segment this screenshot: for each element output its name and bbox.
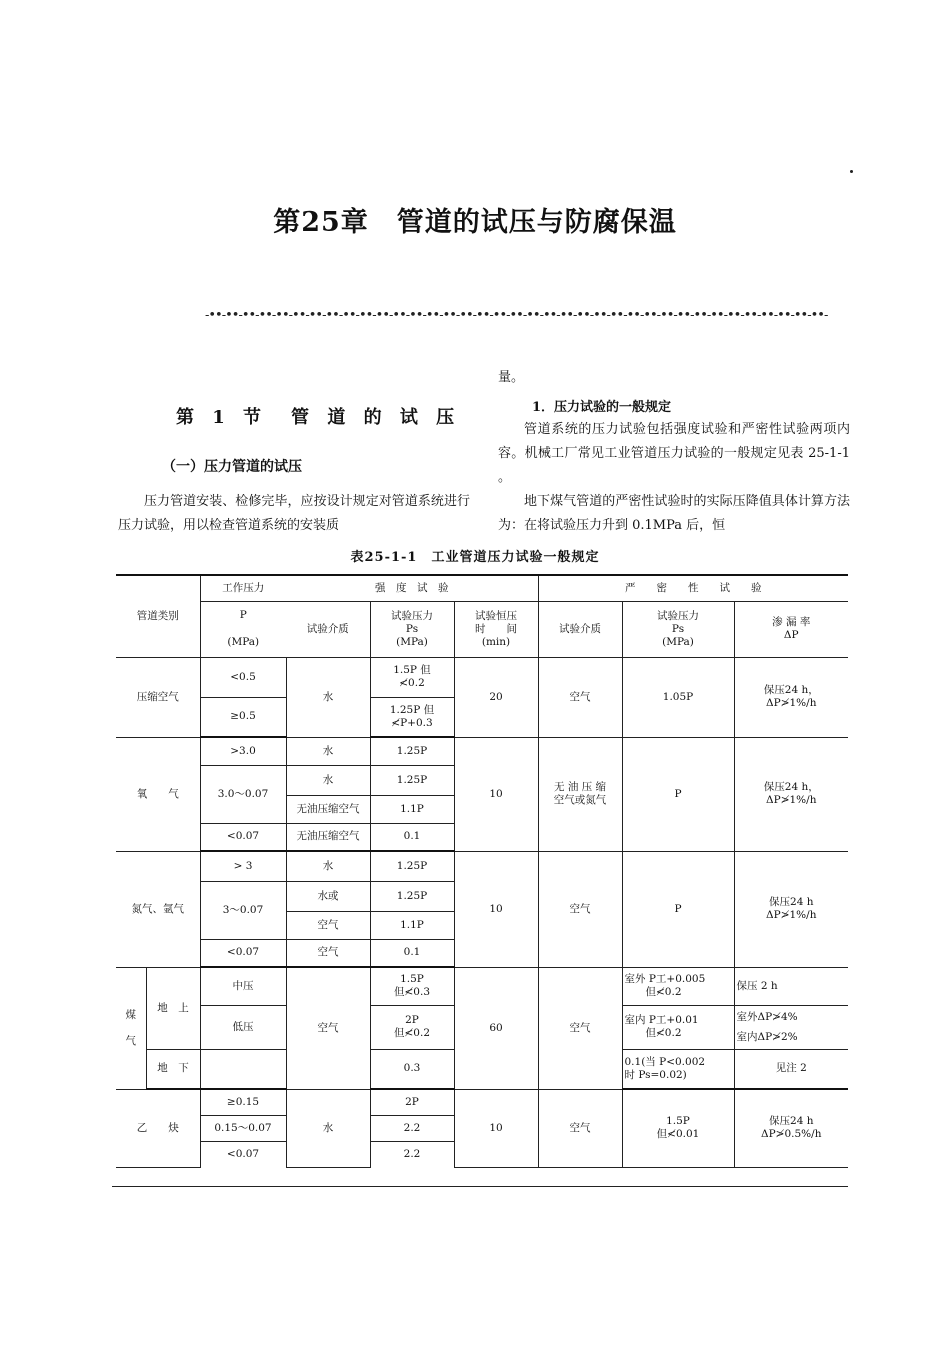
gas-mid-pressure: 中压: [200, 967, 286, 1005]
header-mpa: (MPa): [200, 629, 286, 657]
header-leak-rate: 渗 漏 率 ΔP: [734, 601, 848, 657]
leak-24h-3: 保压24 h ΔP≯1%/h: [734, 851, 848, 967]
cat-gas: 煤 气: [116, 967, 146, 1089]
ps-1-25p: 1.25P: [370, 765, 454, 795]
ornament-divider: -••-••-••-••-••-••-••-••-••-••-••-••-••-••-••-••-••-••-••-••-••-••-••-••-••-••-••-••-••-••-••-••-••-••-••-••-••-: [205, 308, 828, 323]
medium-water: 水: [286, 851, 370, 881]
header-strength-test: 强 度 试 验: [286, 575, 538, 601]
wp-gt3: > 3: [200, 851, 286, 881]
medium-water: 水: [286, 737, 370, 765]
header-category: 管道类别: [116, 575, 200, 657]
chapter-title: 第25章 管道的试压与防腐保温: [273, 207, 677, 238]
medium-water: 水: [286, 657, 370, 737]
cat-acetylene: 乙 炔: [116, 1089, 200, 1167]
gas-under-ground: 地 下: [146, 1049, 200, 1089]
leak-24h-2: 保压24 h， ΔP≯1%/h: [734, 737, 848, 851]
wp-lt007: <0.07: [200, 1141, 286, 1167]
right-column: [498, 418, 850, 538]
leak-note-2: 见注 2: [734, 1049, 848, 1089]
pt-indoor: 室内 P工+0.01 但≮0.2: [622, 1005, 734, 1049]
header-medium-2: 试验介质: [538, 601, 622, 657]
left-paragraph: 压力管道安装、检修完毕，应按设计规定对管道系统进行压力试验，用以检查管道系统的安装质: [118, 494, 470, 533]
medium-air: 空气: [286, 911, 370, 939]
leak-indoor: 室内ΔP≯2%: [736, 1031, 798, 1043]
medium-air: 空气: [538, 1089, 622, 1167]
header-work-pressure: 工作压力: [200, 575, 286, 601]
medium-air: 空气: [538, 851, 622, 967]
wp-lt007: <0.07: [200, 939, 286, 967]
wp-lt007: <0.07: [200, 823, 286, 851]
left-column: [118, 490, 470, 538]
ps-2p-02: 2P 但≮0.2: [370, 1005, 454, 1049]
leak-24h-4: 保压24 h ΔP≯0.5%/h: [734, 1089, 848, 1167]
right-paragraph-1: 管道系统的压力试验包括强度试验和严密性试验两项内容。机械工厂常见工业管道压力试验的一般规定见表 25-1-1 。: [498, 422, 850, 485]
header-tightness-test: 严 密 性 试 验: [538, 575, 848, 601]
leak-hold-2h: 保压 2 h: [734, 967, 848, 1005]
hold-time-10: 10: [454, 737, 538, 851]
bottom-rule: [112, 1186, 848, 1187]
wp-lt05: <0.5: [200, 657, 286, 697]
medium-air: 空气: [286, 967, 370, 1089]
ps-1-25p: 1.25P: [370, 881, 454, 911]
pt-underground: 0.1(当 P<0.002 时 Ps=0.02): [622, 1049, 734, 1089]
ps-1-5p: 1.5P 但 ≮0.2: [370, 657, 454, 697]
wp-015-007: 0.15～0.07: [200, 1115, 286, 1141]
pt-1-05p: 1.05P: [622, 657, 734, 737]
medium-air: 空气: [538, 657, 622, 737]
ps-2-2-b: 2.2: [370, 1141, 454, 1167]
leak-24h-1: 保压24 h， ΔP≯1%/h: [734, 657, 848, 737]
pt-1-5p-001: 1.5P 但≮0.01: [622, 1089, 734, 1167]
ps-0-3: 0.3: [370, 1049, 454, 1089]
section-title: 第 1 节 管 道 的 试 压: [176, 407, 461, 428]
ps-1-5p-03: 1.5P 但≮0.3: [370, 967, 454, 1005]
hold-time-60: 60: [454, 967, 538, 1089]
right-continuation: 量。: [498, 370, 525, 385]
cat-compressed-air: 压缩空气: [116, 657, 200, 737]
pressure-test-table: [116, 574, 848, 1168]
ps-1-25p: 1.25P: [370, 737, 454, 765]
rule-heading: 1．压力试验的一般规定: [532, 400, 672, 415]
medium-air: 空气: [538, 967, 622, 1089]
scan-speck: [850, 170, 853, 173]
medium-water-or: 水或: [286, 881, 370, 911]
ps-0-1: 0.1: [370, 939, 454, 967]
pt-p: P: [622, 851, 734, 967]
wp-ge05: ≥0.5: [200, 697, 286, 737]
gas-low-pressure: 低压: [200, 1005, 286, 1049]
medium-oilfree-air: 无油压缩空气: [286, 823, 370, 851]
pt-p: P: [622, 737, 734, 851]
header-hold-time: 试验恒压 时 间 (min): [454, 601, 538, 657]
gas-under-ground-pressure: [200, 1049, 286, 1089]
ps-1-25p-03: 1.25P 但 ≮P+0.3: [370, 697, 454, 737]
medium-air: 空气: [286, 939, 370, 967]
wp-3-0-0-07: 3.0～0.07: [200, 765, 286, 823]
right-paragraph-2: 地下煤气管道的严密性试验时的实际压降值具体计算方法为：在将试验压力升到 0.1MPa 后，恒: [498, 494, 850, 533]
table-caption: 表25-1-1 工业管道压力试验一般规定: [350, 550, 600, 565]
ps-1-1p: 1.1P: [370, 911, 454, 939]
cat-oxygen: 氧 气: [116, 737, 200, 851]
header-test-pressure-s: 试验压力 Ps (MPa): [370, 601, 454, 657]
medium-oilfree-air: 无油压缩空气: [286, 795, 370, 823]
header-test-pressure-t: 试验压力 Ps (MPa): [622, 601, 734, 657]
medium-oilfree-air-n2: 无 油 压 缩 空气或氮气: [538, 737, 622, 851]
leak-outdoor-indoor: [734, 1005, 848, 1049]
subsection-title: （一）压力管道的试压: [162, 459, 302, 475]
hold-time-10: 10: [454, 1089, 538, 1167]
wp-ge015: ≥0.15: [200, 1089, 286, 1115]
header-p: P: [239, 608, 247, 621]
ps-1-1p: 1.1P: [370, 795, 454, 823]
header-medium: 试验介质: [286, 601, 370, 657]
medium-water: 水: [286, 765, 370, 795]
ps-2p: 2P: [370, 1089, 454, 1115]
medium-water: 水: [286, 1089, 370, 1167]
ps-1-25p: 1.25P: [370, 851, 454, 881]
ps-2-2-a: 2.2: [370, 1115, 454, 1141]
gas-above-ground: 地 上: [146, 967, 200, 1049]
hold-time-20: 20: [454, 657, 538, 737]
ps-0-1: 0.1: [370, 823, 454, 851]
leak-outdoor: 室外ΔP≯4%: [736, 1011, 798, 1023]
pt-outdoor: 室外 P工+0.005 但≮0.2: [622, 967, 734, 1005]
hold-time-10: 10: [454, 851, 538, 967]
cat-n2-ar: 氮气、氩气: [116, 851, 200, 967]
wp-3-0-07: 3～0.07: [200, 881, 286, 939]
wp-gt30: >3.0: [200, 737, 286, 765]
